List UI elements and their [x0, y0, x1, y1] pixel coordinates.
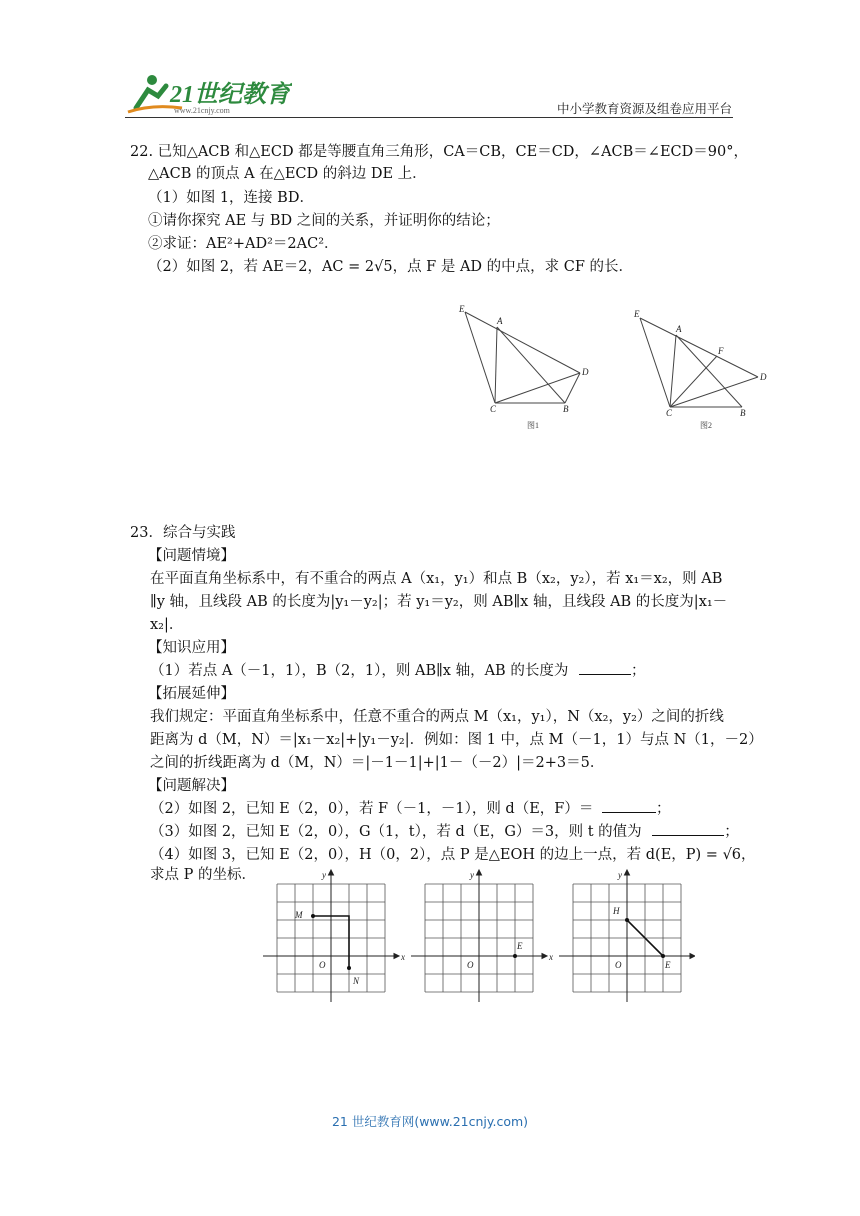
q23-e1: 我们规定：平面直角坐标系中，任意不重合的两点 M（x₁，y₁），N（x₂，y₂）之间的折线 [150, 709, 724, 725]
q23-q1-end: ； [630, 663, 646, 679]
q22-figure-1 [455, 300, 605, 435]
svg-text:E: E [634, 309, 640, 319]
q23-q2-answer-blank[interactable] [602, 798, 656, 813]
q23-q2 [150, 798, 670, 820]
svg-text:21世纪教育: 21世纪教育 [170, 82, 290, 108]
svg-text:E: E [517, 941, 523, 951]
q22-sub2: ②求证：AE²+AD²＝2AC²． [148, 236, 339, 252]
q23-q4b: 求点 P 的坐标． [150, 867, 256, 883]
svg-text:E: E [459, 304, 465, 314]
svg-text:B: B [740, 408, 746, 418]
q23-q1-answer-blank[interactable] [579, 660, 631, 675]
q23-p2: ∥y 轴，且线段 AB 的长度为|y₁－y₂|；若 y₁＝y₂，则 AB∥x 轴，且线段 AB 的长度为|x₁－ [150, 594, 728, 610]
q23-q1-text: （1）若点 A（－1，1），B（2，1），则 AB∥x 轴，AB 的长度为 [150, 663, 569, 679]
q23-q3-answer-blank[interactable] [652, 821, 724, 836]
svg-text:D: D [760, 372, 767, 382]
q23-p3: x₂|． [150, 617, 184, 633]
svg-text:A: A [497, 316, 503, 326]
q22-line1: 22. 已知△ACB 和△ECD 都是等腰直角三角形，CA＝CB，CE＝CD，∠ACB＝∠ECD＝90°， [130, 144, 748, 160]
svg-text:图2: 图2 [700, 421, 712, 430]
q22-part2: （2）如图 2，若 AE＝2，AC = 2√5，点 F 是 AD 的中点，求 CF 的长． [148, 259, 634, 275]
q23-p1: 在平面直角坐标系中，有不重合的两点 A（x₁，y₁）和点 B（x₂，y₂），若 x₁＝x₂，则 AB [150, 571, 723, 587]
q23-q1 [150, 660, 645, 682]
svg-text:图1: 图1 [527, 421, 539, 430]
q22-part1: （1）如图 1，连接 BD． [148, 190, 314, 206]
q23-heading-extension: 【拓展延伸】 [148, 686, 235, 702]
q23-e2: 距离为 d（M，N）＝|x₁－x₂|+|y₁－y₂|．例如：图 1 中，点 M（－1，1）与点 N（1，－2） [150, 732, 763, 748]
header-rule [125, 117, 733, 118]
q23-grid-figures: x O M N E H E [255, 862, 695, 1012]
platform-name: 中小学教育资源及组卷应用平台 [556, 101, 732, 116]
q23-q3-text: （3）如图 2，已知 E（2，0），G（1，t），若 d（E，G）＝3，则 t 的值为 [150, 824, 642, 840]
q23-q3-end: ； [724, 824, 739, 840]
svg-text:F: F [718, 346, 724, 356]
q23-heading-situation: 【问题情境】 [148, 548, 235, 564]
svg-text:E: E [665, 960, 671, 970]
svg-text:C: C [666, 408, 673, 418]
svg-text:C: C [490, 404, 497, 414]
q23-q4: （4）如图 3，已知 E（2，0），H（0，2），点 P 是△EOH 的边上一点，若 d(E，P) = √6， [150, 847, 756, 863]
svg-text:A: A [676, 324, 682, 334]
q23-title: 23．综合与实践 [130, 525, 236, 541]
svg-text:N: N [353, 976, 360, 986]
q23-q2-text: （2）如图 2，已知 E（2，0），若 F（－1，－1），则 d（E，F）＝ [150, 801, 594, 817]
q22-figure-2 [630, 300, 780, 435]
svg-text:www.21cnjy.com: www.21cnjy.com [174, 106, 230, 115]
svg-text:H: H [613, 906, 620, 916]
svg-text:M: M [295, 910, 303, 920]
q23-q3 [150, 821, 739, 843]
svg-text:D: D [582, 367, 589, 377]
q23-heading-solve: 【问题解决】 [148, 778, 235, 794]
q22-line2: △ACB 的顶点 A 在△ECD 的斜边 DE 上． [148, 166, 427, 182]
footer-site-link[interactable]: 21 世纪教育网(www.21cnjy.com) [331, 1114, 529, 1129]
q23-q2-end: ； [655, 801, 671, 817]
q22-sub1: ①请你探究 AE 与 BD 之间的关系，并证明你的结论； [148, 213, 500, 229]
q23-e3: 之间的折线距离为 d（M，N）＝|－1－1|+|1－（－2）|＝2+3＝5． [150, 755, 605, 771]
q23-heading-knowledge: 【知识应用】 [148, 640, 235, 656]
svg-text:B: B [563, 404, 569, 414]
site-logo [122, 68, 292, 116]
